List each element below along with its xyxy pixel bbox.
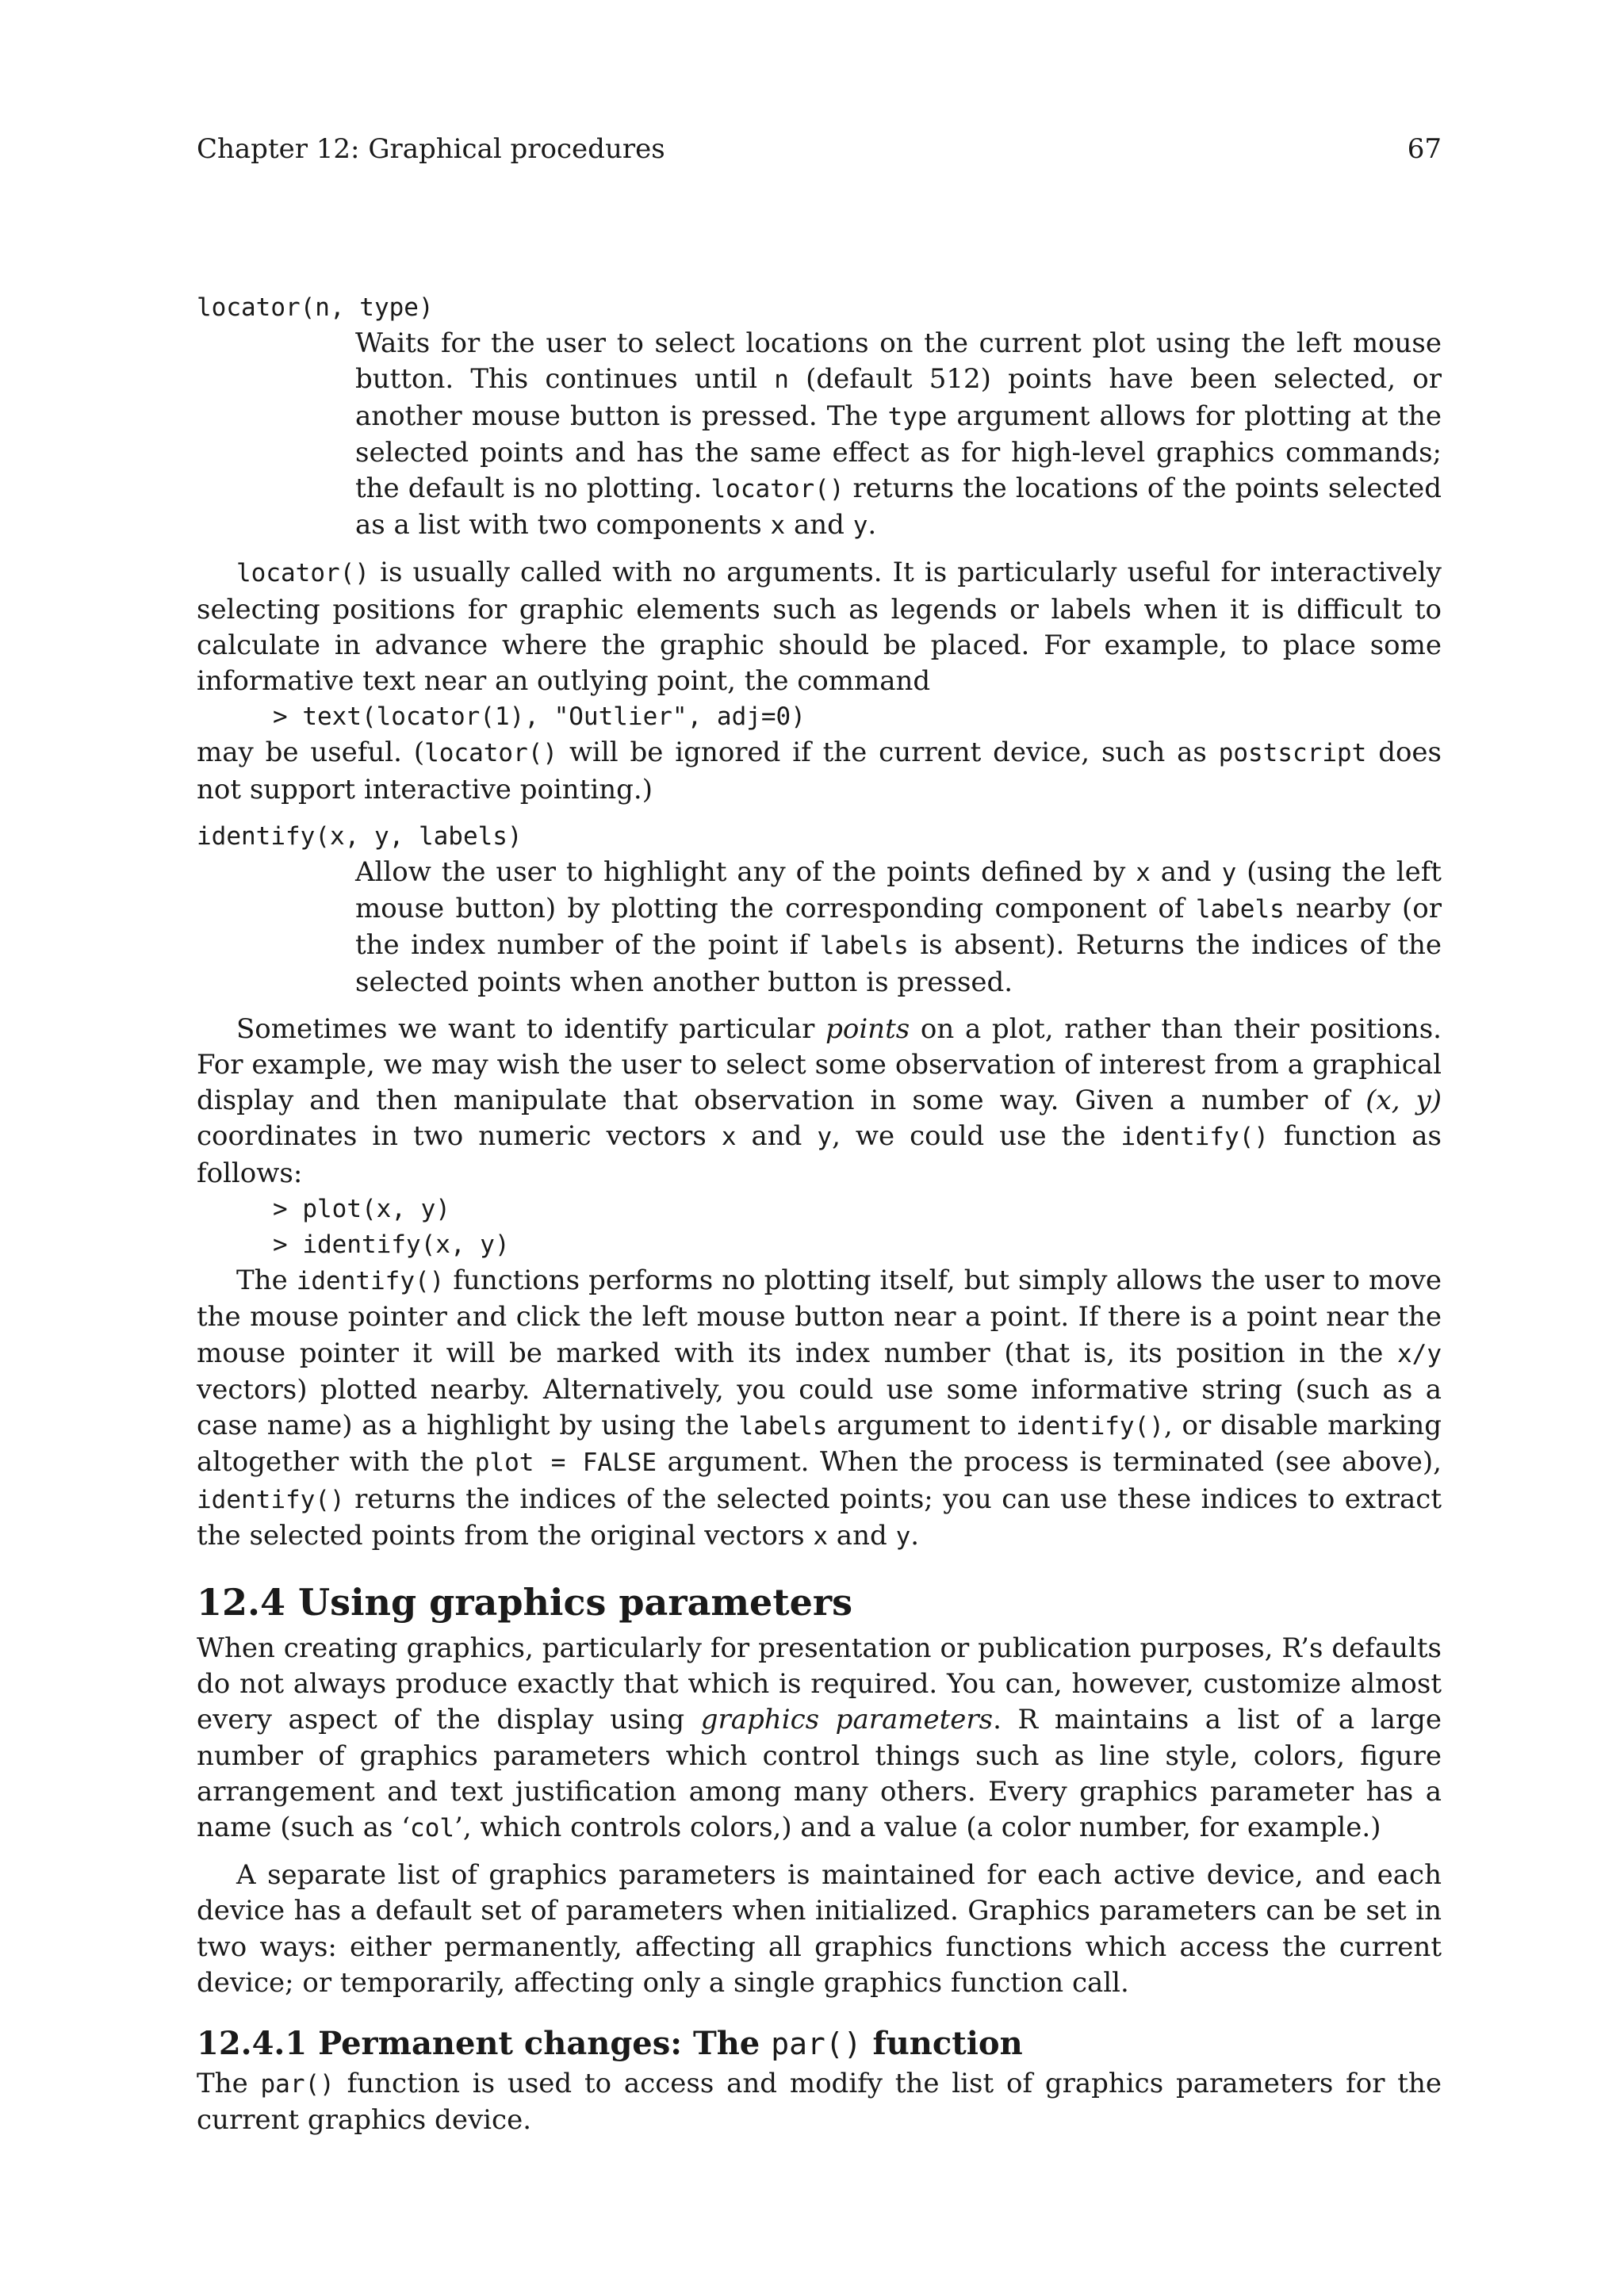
text-run: (using the left mouse button) by plotting the corresponding component of [355,856,1442,925]
heading-text: 12.4.1 Permanent changes: The [197,2024,772,2062]
text-run: When creating graphics, particularly for presentation or publication purposes, R’s defaults do not always produce exactly that which is required. You can, however, customize almost every aspect of the display using [197,1632,1442,1736]
identify-description [355,855,1442,1001]
text-run: . R maintains a list of a large number of graphics parameters which control things such as line style, colors, figure arrangement and text justification among many others. Every graphics parameter has a name (such as ‘ [197,1704,1442,1843]
emphasis: graphics parameters [700,1704,994,1736]
text-run: argument to [827,1410,1017,1442]
text-run: nearby (or the index number of the point if [355,893,1442,962]
text-run: argument. When the process is terminated (see above), [657,1446,1442,1479]
chapter-title: Chapter 12: Graphical procedures [197,133,665,165]
text-run: Allow the user to highlight any of the points defined by [355,856,1136,889]
page-number: 67 [1407,133,1442,165]
running-head [197,132,1442,167]
text-run: may be useful. ( [197,737,425,769]
code-example-1: > text(locator(1), "Outlier", adj=0) [273,702,806,732]
inline-code: plot = FALSE [474,1448,657,1478]
heading-text: function [861,2024,1023,2062]
text-run: coordinates in two numeric vectors [197,1120,722,1153]
inline-code: col [410,1813,455,1843]
paragraph-graphics-params [197,1631,1442,1846]
inline-code: identify() [197,1485,345,1514]
text-run: . [910,1519,920,1552]
identify-term: identify(x, y, labels) [197,821,523,851]
text-run: is absent). Returns the indices of the selected points when another button is pressed. [355,929,1442,998]
text-run: argument allows for plotting at the selected points and has the same effect as for high-level graphics commands; the default is no plotting. [355,400,1442,505]
math-inline: (x, y) [1365,1085,1442,1117]
inline-code: postscript [1218,739,1367,768]
text-run: , or disable marking altogether with the [197,1410,1442,1479]
inline-code: par() [260,2069,335,2099]
text-run: , we could use the [832,1120,1121,1153]
text-run: ’, which controls colors,) and a value (a color number, for example.) [454,1811,1381,1843]
text-run: returns the indices of the selected points; you can use these indices to extract the selected points from the original vectors [197,1483,1442,1552]
inline-code: y [1221,859,1237,888]
locator-term: locator(n, type) [197,293,434,322]
text-run: does not support interactive pointing.) [197,737,1442,806]
code-example-2: > plot(x, y) > identify(x, y) [273,1194,510,1260]
text-run: function is used to access and modify the list of graphics parameters for the current graphics device. [197,2067,1442,2137]
paragraph-par-function [197,2066,1442,2138]
inline-code: identify() [296,1267,445,1296]
text-run: and [736,1120,818,1153]
inline-code: y [895,1521,911,1551]
text-run: vectors) plotted nearby. Alternatively, you could use some informative string (such as a case name) as a highlight by using the [197,1373,1442,1442]
text-run: Waits for the user to select locations on the current plot using the left mouse button. This continues until [355,327,1442,396]
text-run: function as follows: [197,1120,1442,1189]
text-run: functions performs no plotting itself, but simply allows the user to move the mouse pointer and click the left mouse button near a point. If there is a point near the mouse pointer it will be marked with its index number (that is, its position in the [197,1265,1442,1369]
inline-code: x/y [1397,1339,1442,1368]
identify-definition [197,819,1442,1001]
inline-code: y [852,511,868,541]
inline-code: locator() [424,739,558,768]
text-run: and [828,1519,896,1552]
text-run: and [1150,856,1222,889]
text-run: returns the locations of the points selected as a list with two components [355,473,1442,541]
text-run: . [868,509,877,541]
paragraph-identify [197,1263,1442,1555]
inline-code: x [813,1521,828,1551]
text-run: will be ignored if the current device, such as [557,737,1219,769]
text-run: on a plot, rather than their positions. For example, we may wish the user to select some observation of interest from a graphical display and then manipulate that observation in some way. Given a number of [197,1012,1442,1117]
paragraph-useful [197,735,1442,807]
inline-code: labels [819,932,909,961]
text-run: The [197,2067,261,2099]
inline-code: x [1136,859,1151,888]
text-run: (default 512) points have been selected, or another mouse button is pressed. The [355,363,1442,432]
inline-code: par() [771,2026,862,2061]
section-heading-12-4: 12.4 Using graphics parameters [197,1580,852,1624]
page-content [197,290,1442,2138]
text-run: Sometimes we want to identify particular [236,1012,826,1045]
emphasis: points [825,1012,910,1045]
inline-code: x [770,511,786,541]
text-run: The [236,1265,297,1297]
text-run: is usually called with no arguments. It is particularly useful for interactively selecting positions for graphic elements such as legends or labels when it is difficult to calculate in advance where the graphic should be placed. For example, to place some informative text near an outlying point, the command [197,557,1442,698]
text-run: and [785,509,853,541]
inline-code: type [887,402,948,431]
inline-code: labels [738,1412,828,1441]
paragraph-sometimes [197,1012,1442,1192]
paragraph-separate-list: A separate list of graphics parameters is maintained for each active device, and each device has a default set of parameters when initialized. Graphics parameters can be set in two ways: either permanently, affecting all graphics functions which access the current device; or temporarily, affecting only a single graphics function call. [197,1859,1442,1999]
section-heading-12-4-1 [197,2022,1442,2066]
locator-description [355,326,1442,544]
inline-code: x [721,1123,737,1152]
paragraph-locator [197,555,1442,699]
inline-code: y [817,1123,833,1152]
inline-code: n [774,365,789,395]
inline-code: identify() [1120,1123,1269,1152]
locator-definition [197,290,1442,544]
inline-code: identify() [1016,1412,1164,1441]
inline-code: locator() [710,475,845,504]
inline-code: locator() [236,559,370,588]
inline-code: labels [1195,895,1285,924]
